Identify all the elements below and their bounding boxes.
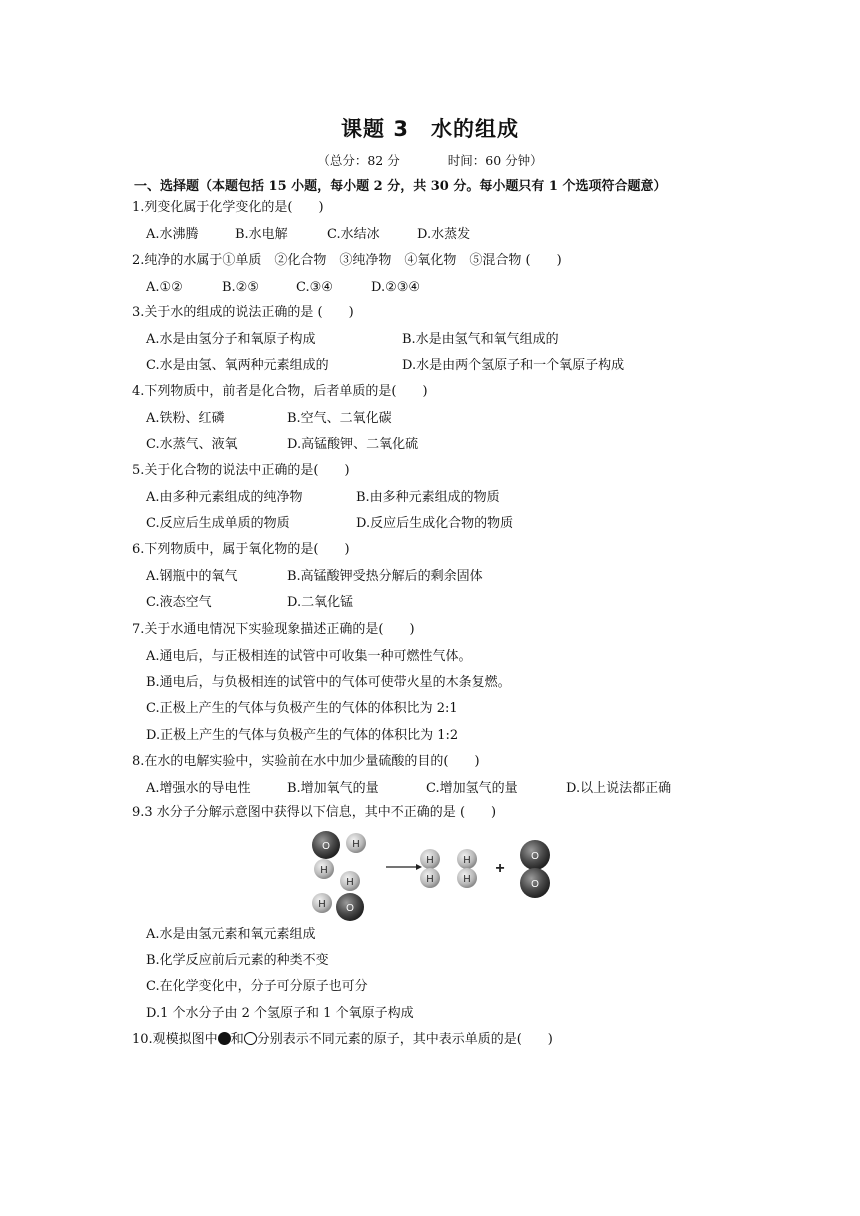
q2-option-a: A.①② (146, 280, 183, 295)
q3-option-b: B.水是由氢气和氧气组成的 (402, 332, 559, 347)
total-score: （总分：82 分 (317, 153, 400, 168)
q10-stem-and: 和 (230, 1032, 244, 1047)
q8-option-c: C.增加氢气的量 (426, 781, 518, 796)
q4-option-c: C.水蒸气、液氧 (146, 437, 238, 452)
white-atom-icon (244, 1032, 257, 1045)
page-title (0, 113, 860, 143)
oxygen-label: O (322, 841, 330, 852)
hydrogen-molecule-2 (457, 849, 477, 888)
q2-option-b: B.②⑤ (222, 280, 259, 295)
hydrogen-label: H (320, 865, 328, 876)
question-3-stem: 3.关于水的组成的说法正确的是 ( ) (132, 305, 354, 320)
reaction-arrow (386, 864, 422, 870)
question-9-stem: 9.3 水分子分解示意图中获得以下信息，其中不正确的是 ( ) (132, 805, 497, 820)
q7-option-a: A.通电后，与正极相连的试管中可收集一种可燃性气体。 (146, 649, 472, 664)
water-molecule-2 (312, 871, 364, 921)
question-1-stem: 1.列变化属于化学变化的是( ) (132, 200, 324, 215)
plus-sign: + (495, 860, 505, 877)
oxygen-label: O (531, 879, 539, 890)
water-decomposition-diagram (306, 825, 560, 923)
hydrogen-label: H (426, 855, 434, 866)
question-5-stem: 5.关于化合物的说法中正确的是( ) (132, 463, 350, 478)
q1-option-c: C.水结冰 (327, 227, 380, 242)
hydrogen-label: H (318, 899, 326, 910)
q3-option-c: C.水是由氢、氧两种元素组成的 (146, 358, 329, 373)
water-molecule-1 (312, 831, 366, 879)
hydrogen-label: H (463, 855, 471, 866)
exam-meta (0, 151, 860, 169)
q4-option-d: D.高锰酸钾、二氧化硫 (287, 437, 419, 452)
q7-option-b: B.通电后，与负极相连的试管中的气体可使带火星的木条复燃。 (146, 675, 511, 690)
q6-option-d: D.二氧化锰 (287, 595, 354, 610)
q7-option-c: C.正极上产生的气体与负极产生的气体的体积比为 2:1 (146, 701, 458, 716)
black-atom-icon (218, 1032, 231, 1045)
q5-option-b: B.由多种元素组成的物质 (356, 490, 500, 505)
q5-option-a: A.由多种元素组成的纯净物 (146, 490, 303, 505)
q8-option-b: B.增加氧气的量 (287, 781, 379, 796)
q6-option-a: A.钢瓶中的氧气 (146, 569, 238, 584)
question-7-stem: 7.关于水通电情况下实验现象描述正确的是( ) (132, 622, 415, 637)
q2-option-c: C.③④ (296, 280, 333, 295)
q10-stem-start: 10.观模拟图中 (132, 1032, 218, 1047)
oxygen-label: O (346, 903, 354, 914)
hydrogen-label: H (426, 874, 434, 885)
hydrogen-label: H (463, 874, 471, 885)
q1-option-a: A.水沸腾 (146, 227, 199, 242)
q4-option-b: B.空气、二氧化碳 (287, 411, 392, 426)
q9-option-d: D.1 个水分子由 2 个氢原子和 1 个氧原子构成 (146, 1006, 414, 1021)
question-8-stem: 8.在水的电解实验中，实验前在水中加少量硫酸的目的( ) (132, 754, 480, 769)
q6-option-b: B.高锰酸钾受热分解后的剩余固体 (287, 569, 483, 584)
title-lesson-number: 课题 3 (341, 117, 409, 141)
question-10-stem (132, 1031, 553, 1049)
time-limit: 时间：60 分钟） (447, 153, 543, 168)
question-2-stem: 2.纯净的水属于①单质 ②化合物 ③纯净物 ④氧化物 ⑤混合物 ( ) (132, 253, 562, 268)
q5-option-c: C.反应后生成单质的物质 (146, 516, 290, 531)
q2-option-d: D.②③④ (371, 280, 421, 295)
hydrogen-molecule-1 (420, 849, 440, 888)
oxygen-label: O (531, 851, 539, 862)
q4-option-a: A.铁粉、红磷 (146, 411, 225, 426)
question-4-stem: 4.下列物质中，前者是化合物，后者单质的是( ) (132, 384, 428, 399)
q1-option-d: D.水蒸发 (417, 227, 471, 242)
hydrogen-label: H (346, 877, 354, 888)
q1-option-b: B.水电解 (235, 227, 288, 242)
q8-option-a: A.增强水的导电性 (146, 781, 251, 796)
title-topic: 水的组成 (430, 117, 519, 141)
q3-option-a: A.水是由氢分子和氧原子构成 (146, 332, 316, 347)
q5-option-d: D.反应后生成化合物的物质 (356, 516, 514, 531)
question-6-stem: 6.下列物质中，属于氧化物的是( ) (132, 542, 350, 557)
q7-option-d: D.正极上产生的气体与负极产生的气体的体积比为 1:2 (146, 728, 459, 743)
q9-option-a: A.水是由氢元素和氧元素组成 (146, 927, 316, 942)
q9-option-c: C.在化学变化中，分子可分原子也可分 (146, 979, 368, 994)
oxygen-molecule (520, 840, 550, 898)
q9-option-b: B.化学反应前后元素的种类不变 (146, 953, 329, 968)
section-heading: 一、选择题（本题包括 15 小题，每小题 2 分，共 30 分。每小题只有 1 个选项符合题意） (134, 179, 667, 194)
q6-option-c: C.液态空气 (146, 595, 212, 610)
q3-option-d: D.水是由两个氢原子和一个氧原子构成 (402, 358, 625, 373)
hydrogen-label: H (352, 839, 360, 850)
q10-stem-end: 分别表示不同元素的原子，其中表示单质的是( ) (256, 1032, 553, 1047)
q8-option-d: D.以上说法都正确 (566, 781, 672, 796)
